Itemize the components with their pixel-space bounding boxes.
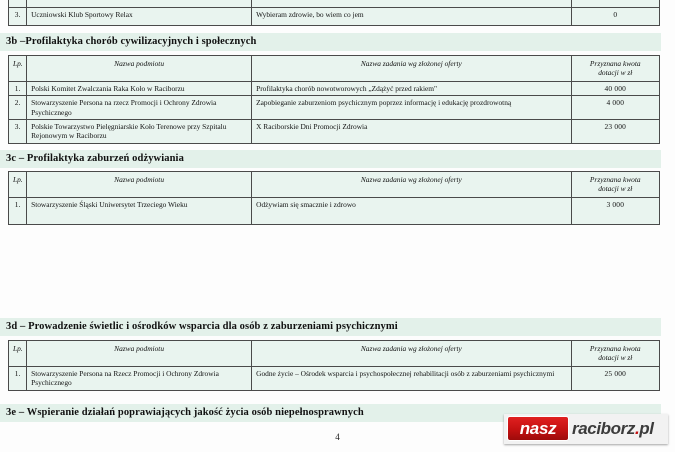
header-kwota-line1: Przyznana kwota [589, 59, 641, 68]
table-row [9, 81, 660, 95]
logo-tld: pl [639, 419, 654, 438]
section-heading-3b: 3b –Profilaktyka chorób cywilizacyjnych i społecznych [0, 33, 661, 51]
cell-podmiot-empty [27, 0, 252, 8]
header-podmiot: Nazwa podmiotu [27, 341, 252, 367]
cell-kwota: 3 000 [571, 197, 659, 224]
cell-podmiot: Polskie Towarzystwo Pielęgniarskie Koło Terenowe przy Szpitalu Rejonowym w Raciborzu [27, 120, 252, 144]
cell-zadanie: Zapobieganie zaburzeniom psychicznym poprzez informację i edukację prozdrowotną [252, 96, 571, 120]
header-kwota-line2: dotacji w zł [598, 68, 633, 78]
cell-podmiot: Stowarzyszenie Śląski Uniwersytet Trzeciego Wieku [27, 197, 252, 224]
logo-word: raciborz [572, 419, 635, 438]
cell-zadanie-empty [252, 0, 571, 8]
cell-zadanie: Wybieram zdrowie, bo wiem co jem [252, 8, 571, 26]
header-kwota-line2: dotacji w zł [598, 353, 633, 363]
table-row [9, 120, 660, 144]
header-kwota-line1: Przyznana kwota [589, 344, 641, 353]
section-heading-3e: 3e – Wspieranie działań poprawiających jakość życia osób niepełnosprawnych [0, 404, 661, 422]
cell-lp: 1. [9, 197, 27, 224]
cell-lp: 1. [9, 366, 27, 390]
cell-zadanie: X Raciborskie Dni Promocji Zdrowia [252, 120, 571, 144]
cell-lp: 1. [9, 81, 27, 95]
table-row [9, 366, 660, 390]
header-zadanie: Nazwa zadania wg złożonej oferty [252, 341, 571, 367]
table-section-3b [8, 55, 660, 144]
cell-podmiot: Uczniowski Klub Sportowy Relax [27, 8, 252, 26]
table-header-row [9, 172, 660, 198]
header-podmiot: Nazwa podmiotu [27, 172, 252, 198]
header-zadanie: Nazwa zadania wg złożonej oferty [252, 172, 571, 198]
header-lp: Lp. [9, 172, 27, 198]
header-zadanie: Nazwa zadania wg złożonej oferty [252, 56, 571, 82]
table-row [9, 197, 660, 224]
section-heading-3c: 3c – Profilaktyka zaburzeń odżywiania [0, 150, 661, 168]
cell-kwota: 4 000 [571, 96, 659, 120]
cell-podmiot: Stowarzyszenie Persona na rzecz Promocji i Ochrony Zdrowia Psychicznego [27, 96, 252, 120]
cell-zadanie: Odżywiam się smacznie i zdrowo [252, 197, 571, 224]
table-row-clipped [9, 0, 660, 8]
cell-lp: 2. [9, 96, 27, 120]
logo-badge-text: nasz [519, 419, 557, 438]
table-row [9, 96, 660, 120]
header-lp: Lp. [9, 56, 27, 82]
table-row [9, 8, 660, 26]
cell-kwota: 0 [571, 8, 659, 26]
table-section-3c [8, 171, 660, 225]
header-podmiot: Nazwa podmiotu [27, 56, 252, 82]
cell-kwota: 25 000 [571, 366, 659, 390]
cell-kwota: 40 000 [571, 81, 659, 95]
header-kwota-line1: Przyznana kwota [589, 175, 641, 184]
table-section-3d [8, 340, 660, 391]
header-kwota [571, 341, 659, 367]
header-kwota-line2: dotacji w zł [598, 184, 633, 194]
cell-kwota-empty [571, 0, 659, 8]
logo-dot: . [634, 419, 640, 438]
cell-zadanie: Godne życie – Ośrodek wsparcia i psychospołecznej rehabilitacji osób z zaburzeniami psychicznymi [252, 366, 571, 390]
table-section-3a-continued [8, 0, 660, 26]
cell-lp-empty [9, 0, 27, 8]
cell-lp: 3. [9, 8, 27, 26]
page-number: 4 [335, 432, 340, 442]
section-heading-3d: 3d – Prowadzenie świetlic i ośrodków wsparcia dla osób z zaburzeniami psychicznymi [0, 318, 661, 336]
table-header-row [9, 341, 660, 367]
cell-kwota: 23 000 [571, 120, 659, 144]
header-lp: Lp. [9, 341, 27, 367]
cell-podmiot: Stowarzyszenie Persona na Rzecz Promocji i Ochrony Zdrowia Psychicznego [27, 366, 252, 390]
header-kwota [571, 172, 659, 198]
cell-podmiot: Polski Komitet Zwalczania Raka Koło w Raciborzu [27, 81, 252, 95]
cell-lp: 3. [9, 120, 27, 144]
table-header-row [9, 56, 660, 82]
cell-zadanie: Profilaktyka chorób nowotworowych „Zdążyć przed rakiem" [252, 81, 571, 95]
header-kwota [571, 56, 659, 82]
